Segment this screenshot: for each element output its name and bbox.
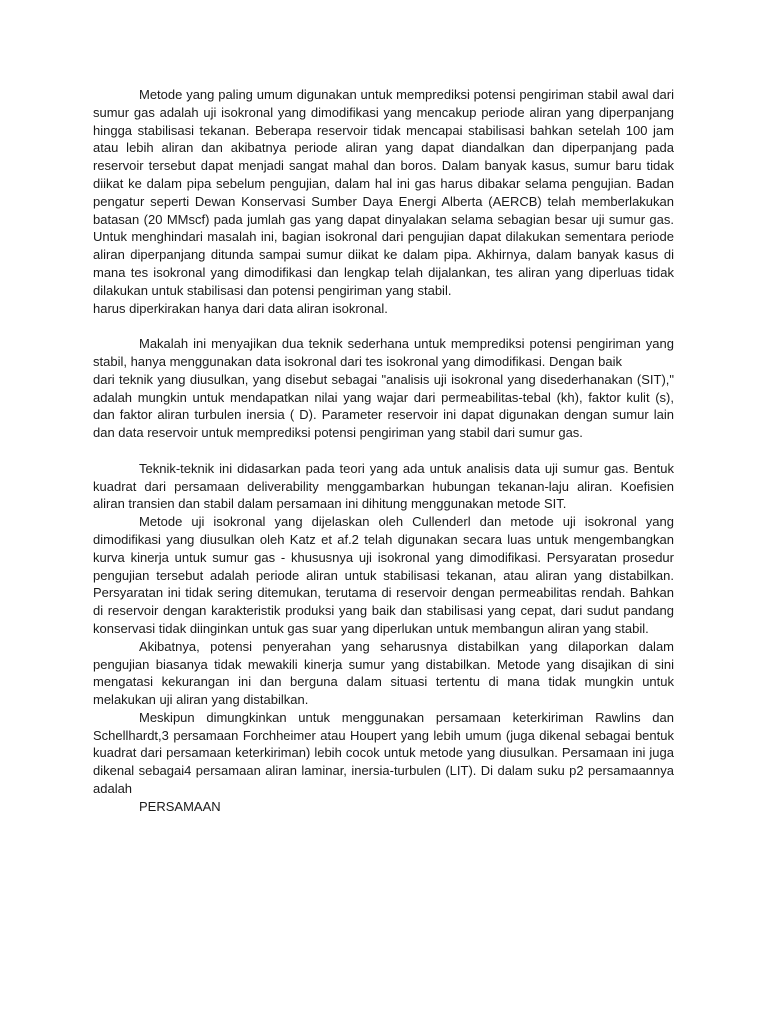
paragraph-gap [93, 317, 674, 335]
paragraph-8: Meskipun dimungkinkan untuk menggunakan persamaan keterkiriman Rawlins dan Schellhardt,3 persamaan Forchheimer atau Houpert yang lebih umum (juga dikenal sebagai bentuk kuadrat dari persamaan keterkiriman) lebih cocok untuk metode yang diusulkan. Persamaan ini juga dikenal sebagai4 persamaan aliran laminar, inersia-turbulen (LIT). Di dalam suku p2 persamaannya adalah [93, 709, 674, 797]
paragraph-7: Akibatnya, potensi penyerahan yang seharusnya distabilkan yang dilaporkan dalam pengujian biasanya tidak mewakili kinerja sumur yang distabilkan. Metode yang disajikan di sini mengatasi kekurangan ini dan berguna dalam situasi tertentu di mana tidak mungkin untuk melakukan uji aliran yang distabilkan. [93, 638, 674, 708]
document-page [93, 86, 674, 816]
paragraph-3: Makalah ini menyajikan dua teknik sederhana untuk memprediksi potensi pengiriman yang stabil, hanya menggunakan data isokronal dari tes isokronal yang dimodifikasi. Dengan baik [93, 336, 674, 369]
paragraph-4: dari teknik yang diusulkan, yang disebut sebagai "analisis uji isokronal yang disederhanakan (SIT)," adalah mungkin untuk mendapatkan nilai yang wajar dari permeabilitas-tebal (kh), faktor kulit (s), dan faktor aliran turbulen inersia ( D). Parameter reservoir ini dapat digunakan dengan sumur lain dan data reservoir untuk memprediksi potensi pengiriman yang stabil dari sumur gas. [93, 371, 674, 441]
paragraph-2: harus diperkirakan hanya dari data aliran isokronal. [93, 300, 388, 316]
section-heading: PERSAMAAN [139, 798, 221, 814]
paragraph-1: Metode yang paling umum digunakan untuk memprediksi potensi pengiriman stabil awal dari sumur gas adalah uji isokronal yang dimodifikasi yang mencakup periode aliran yang diperpanjang hingga stabilisasi tekanan. Beberapa reservoir tidak mencapai stabilisasi bahkan setelah 100 jam atau lebih aliran dan akibatnya periode aliran yang dapat diandalkan dan diperpanjang pada reservoir tersebut dapat menjadi sangat mahal dan boros. Dalam banyak kasus, sumur baru tidak diikat ke dalam pipa sebelum pengujian, dalam hal ini gas harus dibakar selama pengujian. Badan pengatur seperti Dewan Konservasi Sumber Daya Energi Alberta (AERCB) telah memberlakukan batasan (20 MMscf) pada jumlah gas yang dapat dinyalakan selama sebagian besar uji sumur gas. Untuk menghindari masalah ini, bagian isokronal dari pengujian dapat dilakukan sementara periode aliran diperpanjang ditunda sampai sumur diikat ke dalam pipa. Akhirnya, dalam banyak kasus di mana tes isokronal yang dimodifikasi dan lengkap telah dijalankan, tes aliran yang diperluas tidak dilakukan untuk stabilisasi dan potensi pengiriman yang stabil. [93, 87, 674, 298]
paragraph-gap [93, 442, 674, 460]
paragraph-6: Metode uji isokronal yang dijelaskan oleh Cullenderl dan metode uji isokronal yang dimodifikasi yang diusulkan oleh Katz et af.2 telah digunakan secara luas untuk mengembangkan kurva kinerja untuk sumur gas - khususnya uji isokronal yang dimodifikasi. Persyaratan prosedur pengujian tersebut adalah periode aliran untuk stabilisasi tekanan, atau aliran yang distabilkan. Persyaratan ini tidak sering ditemukan, terutama di reservoir dengan permeabilitas rendah. Bahkan di reservoir dengan karakteristik produksi yang baik dan stabilisasi yang cepat, dari sudut pandang konservasi tidak diinginkan untuk gas suar yang diperlukan untuk membangun aliran yang stabil. [93, 514, 674, 636]
paragraph-5: Teknik-teknik ini didasarkan pada teori yang ada untuk analisis data uji sumur gas. Bentuk kuadrat dari persamaan deliverability menggambarkan hubungan tekanan-laju aliran. Koefisien aliran transien dan stabil dalam persamaan ini dihitung menggunakan metode SIT. [93, 460, 674, 512]
